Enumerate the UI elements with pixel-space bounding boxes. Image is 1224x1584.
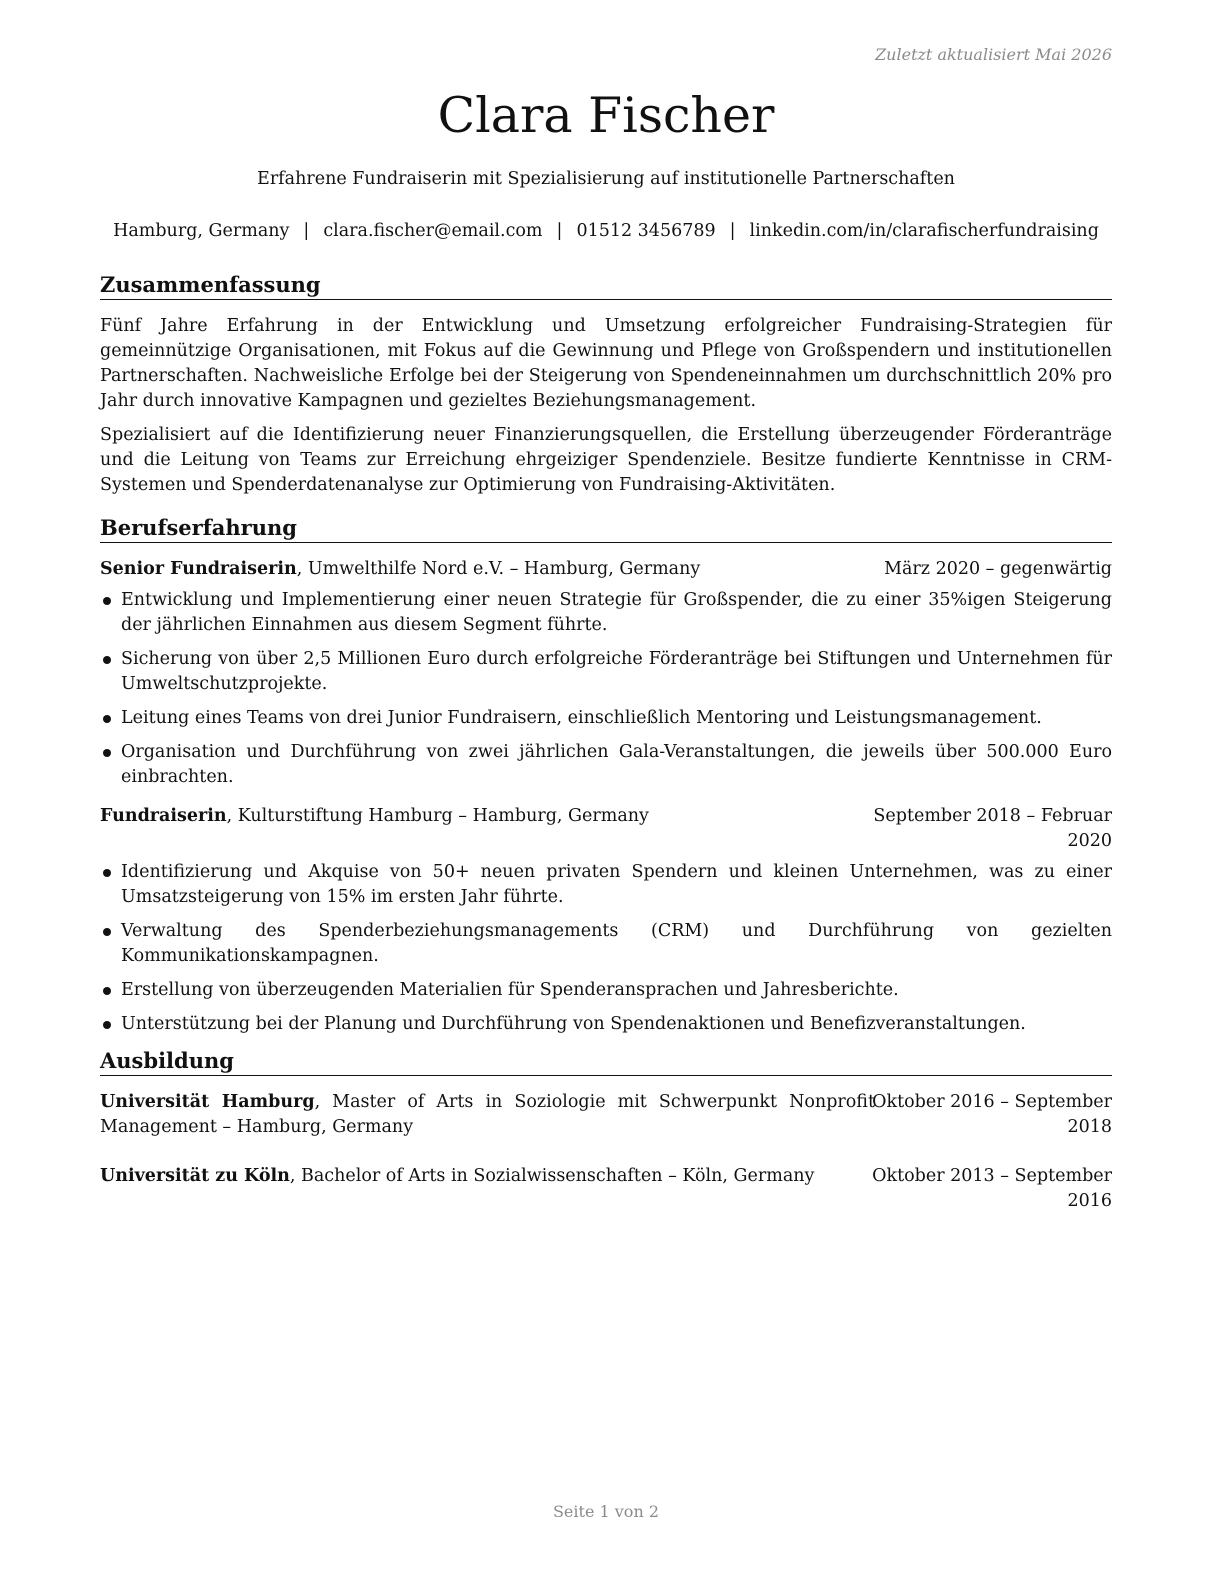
bullet-icon: [103, 749, 111, 757]
job-role: Fundraiserin: [100, 806, 227, 826]
job-bullet-list: [100, 860, 1112, 1046]
job-role: Senior Fundraiserin: [100, 559, 297, 579]
bullet-icon: [103, 928, 111, 936]
job-dates: März 2020 – gegenwärtig: [884, 559, 1112, 579]
bullet-icon: [103, 869, 111, 877]
education-degree: , Bachelor of Arts in Sozialwissenschaften – Köln, Germany: [289, 1166, 815, 1186]
list-item: Entwicklung und Implementierung einer neuen Strategie für Großspender, die zu einer 35%igen Steigerung der jährlichen Einnahmen aus diesem Segment führte.: [100, 588, 1112, 638]
education-detail: [100, 1164, 875, 1189]
page-number: Seite 1 von 2: [552, 1502, 660, 1521]
section-title-summary: Zusammenfassung: [100, 271, 1112, 300]
list-item: Organisation und Durchführung von zwei jährlichen Gala-Veranstaltungen, die jeweils über 500.000 Euro einbrachten.: [100, 740, 1112, 790]
education-detail: [100, 1090, 875, 1140]
contact-separator: |: [729, 221, 736, 241]
bullet-icon: [103, 987, 111, 995]
education-dates: Oktober 2016 – September 2018: [872, 1092, 1112, 1137]
bullet-icon: [103, 597, 111, 605]
education-degree: , Master of Arts in Soziologie mit Schwerpunkt Nonprofit Management – Hamburg, Germany: [100, 1092, 876, 1137]
summary-paragraph: Spezialisiert auf die Identifizierung neuer Finanzierungsquellen, die Erstellung überzeugender Förderanträge und die Leitung von Teams zur Erreichung ehrgeiziger Spendenziele. Besitze fundierte Kenntnisse in CRM-Systemen und Spenderdatenanalyse zur Optimierung von Fundraising-Aktivitäten.: [100, 425, 1112, 495]
contact-phone[interactable]: 01512 3456789: [576, 221, 716, 241]
bullet-icon: [103, 656, 111, 664]
job-organization: , Kulturstiftung Hamburg – Hamburg, Germany: [226, 806, 649, 826]
bullet-icon: [103, 715, 111, 723]
job-dates: September 2018 – Februar 2020: [873, 806, 1112, 851]
contact-line: [70, 219, 1142, 243]
list-item: Identifizierung und Akquise von 50+ neuen privaten Spendern und kleinen Unternehmen, was zu einer Umsatzsteigerung von 15% im ersten Jahr führte.: [100, 860, 1112, 910]
tagline: Erfahrene Fundraiserin mit Spezialisierung auf institutionelle Partnerschaften: [257, 169, 955, 189]
resume-page: [100, 0, 1112, 1584]
list-item: Sicherung von über 2,5 Millionen Euro durch erfolgreiche Förderanträge bei Stiftungen und Unternehmen für Umweltschutzprojekte.: [100, 647, 1112, 697]
list-item: Erstellung von überzeugenden Materialien für Spenderansprachen und Jahresberichte.: [100, 978, 1112, 1003]
contact-separator: |: [556, 221, 563, 241]
contact-linkedin[interactable]: linkedin.com/in/clarafischerfundraising: [749, 221, 1099, 241]
last-updated-note: Zuletzt aktualisiert Mai 2026: [875, 45, 1112, 64]
job-organization: , Umwelthilfe Nord e.V. – Hamburg, Germany: [296, 559, 701, 579]
education-dates: Oktober 2013 – September 2016: [872, 1166, 1112, 1211]
bullet-icon: [103, 1021, 111, 1029]
education-school: Universität zu Köln: [100, 1166, 290, 1186]
list-item: Leitung eines Teams von drei Junior Fundraisern, einschließlich Mentoring und Leistungsmanagement.: [100, 706, 1112, 731]
job-title-line: [100, 557, 700, 582]
contact-email[interactable]: clara.fischer@email.com: [323, 221, 543, 241]
contact-separator: |: [303, 221, 310, 241]
candidate-name: Clara Fischer: [437, 87, 775, 144]
list-item: Unterstützung bei der Planung und Durchführung von Spendenaktionen und Benefizveranstaltungen.: [100, 1012, 1112, 1037]
list-item: Verwaltung des Spenderbeziehungsmanagements (CRM) und Durchführung von gezielten Kommunikationskampagnen.: [100, 919, 1112, 969]
section-title-experience: Berufserfahrung: [100, 514, 1112, 543]
job-title-line: [100, 804, 649, 829]
education-school: Universität Hamburg: [100, 1092, 315, 1112]
summary-paragraph: Fünf Jahre Erfahrung in der Entwicklung und Umsetzung erfolgreicher Fundraising-Strategien für gemeinnützige Organisationen, mit Fokus auf die Gewinnung und Pflege von Großspendern und institutionellen Partnerschaften. Nachweisliche Erfolge bei der Steigerung von Spendeneinnahmen um durchschnittlich 20% pro Jahr durch innovative Kampagnen und gezieltes Beziehungsmanagement.: [100, 316, 1112, 411]
section-title-education: Ausbildung: [100, 1047, 1112, 1076]
contact-location: Hamburg, Germany: [113, 221, 290, 241]
job-bullet-list: [100, 588, 1112, 799]
